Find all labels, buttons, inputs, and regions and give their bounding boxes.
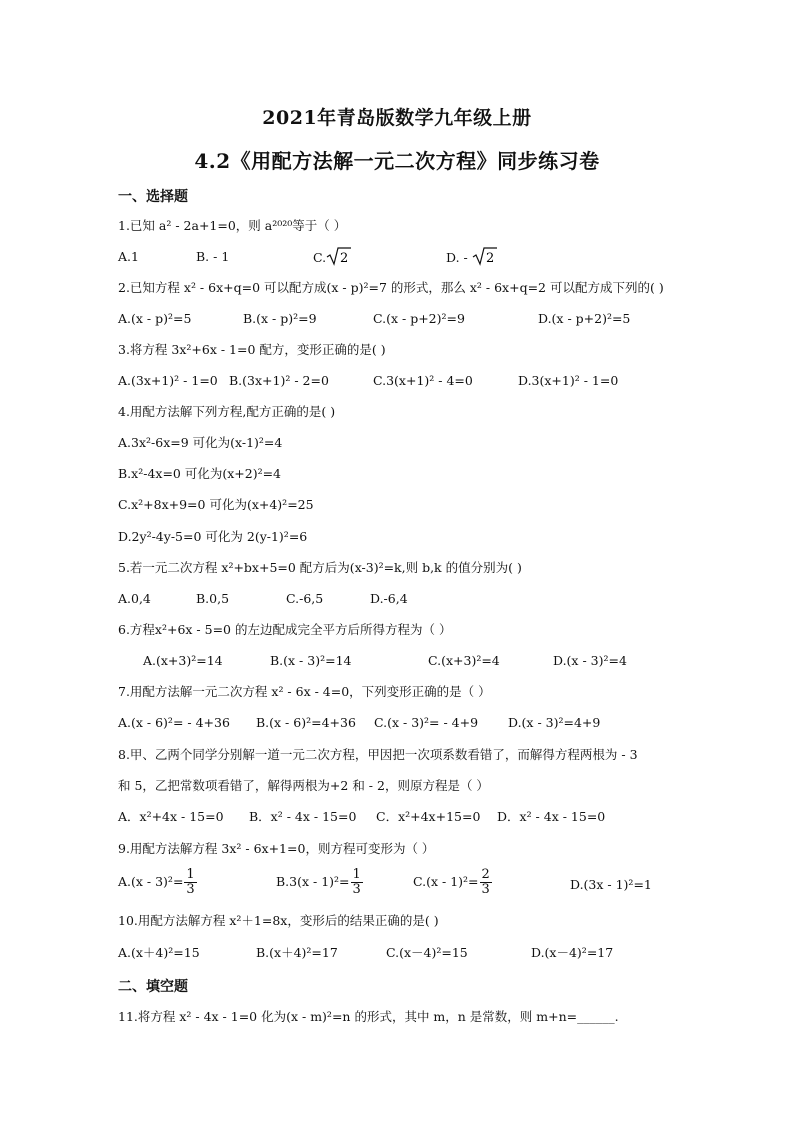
question-4-option-d: D.2y²-4y-5=0 可化为 2(y-1)²=6 — [118, 529, 308, 544]
question-1-option-b: B. - 1 — [196, 249, 230, 264]
question-1-stem: 1.已知 a² - 2a+1=0，则 a²⁰²⁰等于（ ） — [118, 218, 347, 233]
question-5-option-b: B.0,5 — [196, 591, 230, 606]
question-9-option-a-label: A.(x - 3)²= — [118, 874, 184, 889]
question-9-option-c — [413, 868, 492, 897]
question-5-option-d: D.-6,4 — [370, 591, 408, 606]
question-3-option-a: A.(3x+1)² - 1=0 — [118, 373, 218, 388]
question-9-option-c-label: C.(x - 1)²= — [413, 874, 479, 889]
question-9-option-b-label: B.3(x - 1)²= — [276, 874, 350, 889]
question-8-option-c: C．x²+4x+15=0 — [376, 809, 481, 824]
question-7-option-b: B.(x - 6)²=4+36 — [256, 715, 356, 730]
sqrt-argument: 2 — [485, 251, 495, 266]
question-10-option-d: D.(x－4)²=17 — [531, 945, 614, 960]
question-3-option-c: C.3(x+1)² - 4=0 — [373, 373, 473, 388]
question-6-option-c: C.(x+3)²=4 — [428, 653, 500, 668]
section-heading-choice: 一、选择题 — [118, 189, 188, 205]
question-7-option-d: D.(x - 3)²=4+9 — [508, 715, 601, 730]
question-10-option-c: C.(x－4)²=15 — [386, 945, 468, 960]
question-8-option-a: A．x²+4x - 15=0 — [118, 809, 224, 824]
question-1-option-d — [446, 246, 498, 271]
question-9-option-d: D.(3x - 1)²=1 — [570, 877, 652, 892]
question-3-option-b: B.(3x+1)² - 2=0 — [229, 373, 329, 388]
question-9-option-a — [118, 868, 197, 897]
question-6-option-a: A.(x+3)²=14 — [143, 653, 223, 668]
question-8-stem-line-2: 和 5，乙把常数项看错了，解得两根为+2 和 - 2，则原方程是（ ） — [118, 778, 489, 793]
sqrt-symbol — [326, 246, 352, 271]
question-3-stem: 3.将方程 3x²+6x - 1=0 配方，变形正确的是( ) — [118, 342, 386, 357]
fraction-numerator: 2 — [481, 867, 490, 882]
question-5-stem: 5.若一元二次方程 x²+bx+5=0 配方后为(x-3)²=k,则 b,k 的值分别为( ) — [118, 560, 522, 575]
question-6-option-b: B.(x - 3)²=14 — [270, 653, 352, 668]
question-8-stem-line-1: 8.甲、乙两个同学分别解一道一元二次方程，甲因把一次项系数看错了，而解得方程两根为 - 3 — [118, 747, 638, 762]
question-8-option-d: D．x² - 4x - 15=0 — [497, 809, 606, 824]
question-9-option-b — [276, 868, 363, 897]
question-1-option-d-label: D. - — [446, 250, 472, 265]
fraction — [351, 868, 363, 897]
question-1-option-c-label: C. — [313, 250, 327, 265]
question-4-option-b: B.x²-4x=0 可化为(x+2)²=4 — [118, 466, 282, 481]
question-7-stem: 7.用配方法解一元二次方程 x² - 6x - 4=0，下列变形正确的是（ ） — [118, 684, 491, 699]
question-7-option-a: A.(x - 6)²= - 4+36 — [118, 715, 230, 730]
sqrt-argument: 2 — [340, 251, 349, 266]
question-6-stem: 6.方程x²+6x - 5=0 的左边配成完全平方后所得方程为（ ） — [118, 622, 452, 637]
fraction — [480, 868, 492, 897]
fraction — [184, 868, 196, 897]
question-2-stem: 2.已知方程 x² - 6x+q=0 可以配方成(x - p)²=7 的形式，那么 x² - 6x+q=2 可以配方成下列的( ) — [118, 280, 664, 295]
sqrt-symbol — [472, 246, 498, 271]
question-1-option-c — [313, 246, 352, 271]
document-title: 2021年青岛版数学九年级上册 — [262, 107, 532, 129]
question-11-stem: 11.将方程 x² - 4x - 1=0 化为(x - m)²=n 的形式，其中 m，n 是常数，则 m+n=______. — [118, 1009, 619, 1024]
question-2-option-d: D.(x - p+2)²=5 — [538, 311, 631, 326]
question-4-option-a: A.3x²-6x=9 可化为(x-1)²=4 — [118, 435, 283, 450]
question-4-option-c: C.x²+8x+9=0 可化为(x+4)²=25 — [118, 497, 314, 512]
question-5-option-a: A.0,4 — [118, 591, 151, 606]
question-9-stem: 9.用配方法解方程 3x² - 6x+1=0，则方程可变形为（ ） — [118, 841, 435, 856]
question-10-option-a: A.(x＋4)²=15 — [118, 945, 200, 960]
question-6-option-d: D.(x - 3)²=4 — [553, 653, 627, 668]
question-4-stem: 4.用配方法解下列方程,配方正确的是( ) — [118, 404, 336, 419]
question-2-option-a: A.(x - p)²=5 — [118, 311, 192, 326]
question-2-option-b: B.(x - p)²=9 — [243, 311, 317, 326]
section-heading-fill-in: 二、填空题 — [118, 979, 188, 995]
question-7-option-c: C.(x - 3)²= - 4+9 — [374, 715, 479, 730]
document-subtitle: 4.2《用配方法解一元二次方程》同步练习卷 — [194, 149, 600, 173]
question-5-option-c: C.-6,5 — [286, 591, 324, 606]
question-2-option-c: C.(x - p+2)²=9 — [373, 311, 465, 326]
question-1-option-a: A.1 — [118, 249, 139, 264]
fraction-denominator: 3 — [186, 882, 195, 897]
fraction-numerator: 1 — [186, 867, 195, 882]
question-10-stem: 10.用配方法解方程 x²＋1=8x，变形后的结果正确的是( ) — [118, 913, 439, 928]
fraction-numerator: 1 — [352, 867, 361, 882]
fraction-denominator: 3 — [352, 882, 361, 897]
question-10-option-b: B.(x＋4)²=17 — [256, 945, 338, 960]
fraction-denominator: 3 — [481, 882, 490, 897]
question-3-option-d: D.3(x+1)² - 1=0 — [518, 373, 619, 388]
question-8-option-b: B．x² - 4x - 15=0 — [249, 809, 357, 824]
